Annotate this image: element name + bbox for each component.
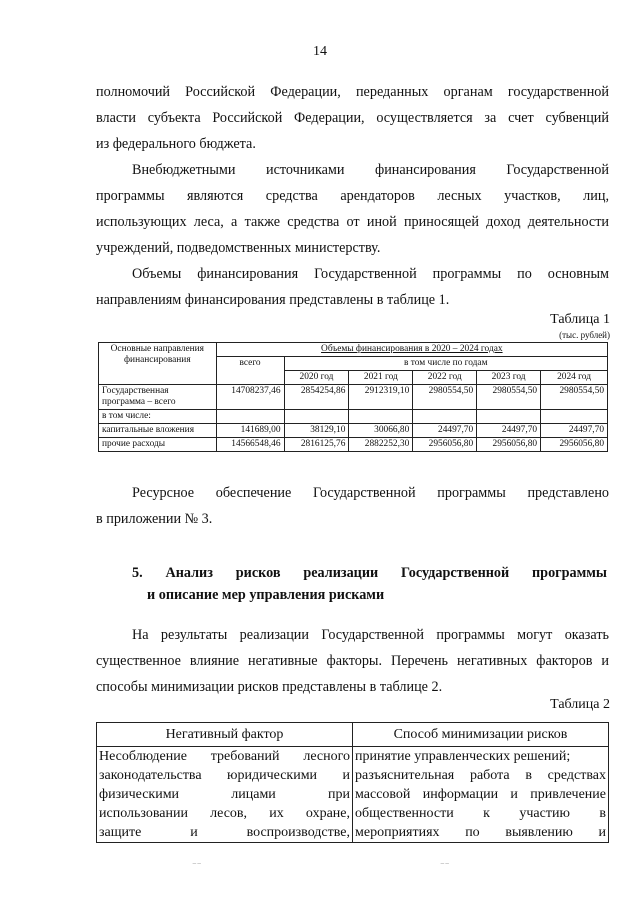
- text-line: программы являются средства арендаторов лесных участков, лиц,: [96, 188, 609, 204]
- cell-value: 2956056,80: [541, 438, 608, 452]
- paragraph-volumes: [96, 261, 609, 313]
- table-row: [99, 438, 608, 452]
- table1-units: (тыс. рублей): [559, 330, 610, 340]
- text-line: принятие управленческих решений;: [355, 749, 571, 764]
- text-line: Ресурсное обеспечение Государственной программы представлено: [132, 485, 609, 501]
- cell-value: 30066,80: [349, 424, 413, 438]
- cell-value: 2854254,86: [284, 385, 349, 410]
- text-line: массовой информации и привлечение: [355, 787, 606, 802]
- row-label: капитальные вложения: [99, 424, 217, 438]
- text-line: На результаты реализации Государственной программы могут оказать: [132, 627, 609, 643]
- text-line: физическими лицами при: [99, 787, 350, 802]
- header-year: 2023 год: [477, 371, 541, 385]
- cell-value: 2882252,30: [349, 438, 413, 452]
- cell-value: 2912319,10: [349, 385, 413, 410]
- cell-value: 2956056,80: [413, 438, 477, 452]
- heading-line: 5. Анализ рисков реализации Государственной программы: [132, 565, 607, 581]
- cell-value: 38129,10: [284, 424, 349, 438]
- text-line: Объемы финансирования Государственной программы по основным: [132, 266, 609, 282]
- text-line: способы минимизации рисков представлены в таблице 2.: [96, 679, 443, 695]
- text-line: из федерального бюджета.: [96, 136, 256, 152]
- row-label: Государственная программа – всего: [99, 385, 217, 410]
- text-line: разъяснительная работа в средствах: [355, 768, 606, 783]
- header-year: 2024 год: [541, 371, 608, 385]
- cell-total: 141689,00: [216, 424, 284, 438]
- cell-value: 2980554,50: [477, 385, 541, 410]
- paragraph-extrabudgetary: [96, 157, 609, 261]
- cell-value: 2816125,76: [284, 438, 349, 452]
- row-label: прочие расходы: [99, 438, 217, 452]
- table-row: [99, 424, 608, 438]
- text-line: полномочий Российской Федерации, переданных органам государственной: [96, 84, 609, 100]
- table2-caption: Таблица 2: [550, 697, 610, 712]
- text-line: Несоблюдение требований лесного: [99, 749, 350, 764]
- cell-value: 2980554,50: [541, 385, 608, 410]
- text-line: мероприятиях по выявлению и: [355, 825, 606, 840]
- text-line: законодательства юридическими и: [99, 768, 350, 783]
- header-by-years: в том числе по годам: [284, 357, 607, 371]
- cell-total: 14566548,46: [216, 438, 284, 452]
- scan-mark: ⁻⁻: [440, 860, 450, 870]
- risks-table: [96, 722, 609, 843]
- row-label: в том числе:: [99, 410, 217, 424]
- text-line: защите и воспроизводстве,: [99, 825, 350, 840]
- table-header-row: [99, 343, 608, 357]
- cell-value: 2956056,80: [477, 438, 541, 452]
- header-main-directions: Основные направления финансирования: [99, 343, 217, 385]
- heading-line: и описание мер управления рисками: [147, 587, 385, 603]
- header-year: 2022 год: [413, 371, 477, 385]
- table-row: [97, 747, 609, 843]
- table-row: [99, 385, 608, 410]
- text-line: учреждений, подведомственных министерству.: [96, 240, 381, 256]
- section-heading: [132, 562, 607, 606]
- cell-value: 24497,70: [477, 424, 541, 438]
- text-line: использовании лесов, их охране,: [99, 806, 350, 821]
- table1-caption: Таблица 1: [550, 312, 610, 327]
- table-row: [99, 410, 608, 424]
- text-line: в приложении № 3.: [96, 511, 213, 527]
- table-header-row: [97, 723, 609, 747]
- header-financing-volumes: Объемы финансирования в 2020 – 2024 годах: [216, 343, 607, 357]
- page-number: 14: [313, 44, 327, 59]
- text-line: существенное влияние негативные факторы. Перечень негативных факторов и: [96, 653, 609, 669]
- text-line: Внебюджетными источниками финансирования Государственной: [132, 162, 609, 178]
- text-line: использующих леса, а также средства от иной приносящей доход деятельности: [96, 214, 609, 230]
- header-negative-factor: Негативный фактор: [97, 723, 353, 747]
- header-minimization-method: Способ минимизации рисков: [353, 723, 609, 747]
- cell-value: 2980554,50: [413, 385, 477, 410]
- header-year: 2021 год: [349, 371, 413, 385]
- paragraph-resources: [96, 480, 609, 532]
- cell-total: 14708237,46: [216, 385, 284, 410]
- paragraph-subventions: [96, 79, 609, 157]
- header-total: всего: [216, 357, 284, 385]
- cell-method: [353, 747, 609, 843]
- text-line: власти субъекта Российской Федерации, осуществляется за счет субвенций: [96, 110, 609, 126]
- scan-mark: ⁻⁻: [192, 860, 202, 870]
- cell-factor: [97, 747, 353, 843]
- cell-value: 24497,70: [541, 424, 608, 438]
- text-line: общественности к участию в: [355, 806, 606, 821]
- paragraph-risks: [96, 622, 609, 700]
- cell-value: 24497,70: [413, 424, 477, 438]
- header-year: 2020 год: [284, 371, 349, 385]
- financing-table: [98, 342, 608, 452]
- text-line: направлениям финансирования представлены в таблице 1.: [96, 292, 450, 308]
